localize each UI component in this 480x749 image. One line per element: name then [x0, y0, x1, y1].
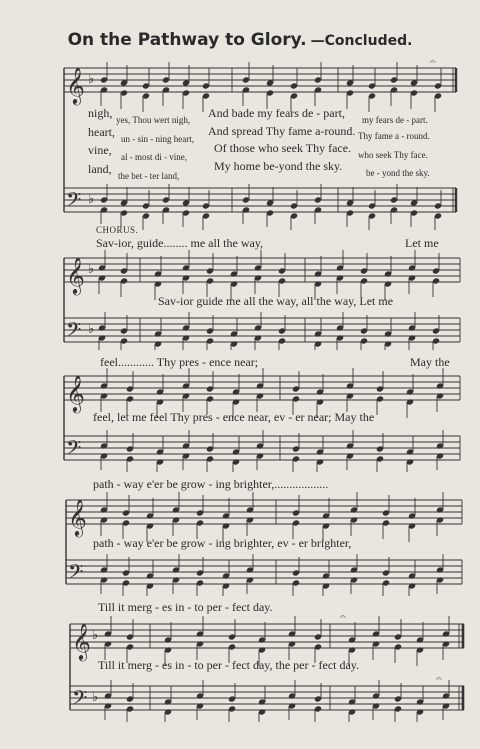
svg-text:♭: ♭	[88, 262, 95, 277]
chorus-s3-upper: path - way e'er be grow - ing brighter,..................	[93, 477, 329, 491]
clefs	[66, 66, 94, 216]
lyric-v4-c: My home be-yond the sky.	[214, 159, 343, 173]
svg-text:𝄐: 𝄐	[340, 614, 346, 623]
lyric-v1-c: And bade my fears de - part,	[208, 106, 345, 120]
svg-text:♭: ♭	[92, 690, 99, 705]
chorus-s4-lower: Till it merg - es in - to per - fect day, the per - fect day.	[98, 658, 360, 672]
svg-text:♭: ♭	[88, 322, 95, 337]
lyric-v1-a: nigh,	[88, 106, 113, 120]
hymn-title	[0, 30, 480, 50]
lyric-v2-a: heart,	[88, 125, 115, 139]
lyric-v1-d: my fears de - part.	[362, 115, 428, 125]
lyric-v2-c: And spread Thy fame a-round.	[208, 124, 356, 138]
title-main: On the Pathway to Glory.	[67, 30, 307, 50]
svg-text:𝄢: 𝄢	[72, 686, 88, 714]
svg-text:𝄞: 𝄞	[66, 374, 85, 412]
lyric-v1-b: yes, Thou wert nigh,	[116, 115, 191, 125]
lyric-v3-a: vine,	[88, 143, 112, 157]
svg-text:𝄢: 𝄢	[68, 560, 84, 588]
svg-text:𝄞: 𝄞	[66, 256, 85, 294]
chorus-label: CHORUS.	[96, 225, 139, 235]
chorus-s2-lower: feel, let me feel Thy pres - ence near, ev - er near; May the	[93, 410, 375, 424]
lyric-v4-b: the bet - ter land,	[118, 171, 180, 181]
chorus-s4-upper: Till it merg - es in - to per - fect day.	[98, 600, 273, 614]
svg-text:𝄞: 𝄞	[72, 622, 91, 660]
chorus-s1-upper-end: Let me	[405, 236, 439, 250]
svg-text:𝄐: 𝄐	[436, 674, 442, 685]
chorus-s1-lower: Sav-ior guide me all the way, all the way, Let me	[158, 294, 394, 308]
svg-text:𝄐: 𝄐	[430, 60, 436, 68]
svg-text:𝄞: 𝄞	[66, 66, 85, 104]
lyric-v3-b: al - most di - vine,	[121, 152, 187, 162]
svg-text:𝄢: 𝄢	[66, 188, 82, 216]
chorus-s2-upper-end: May the	[410, 355, 450, 369]
svg-text:𝄢: 𝄢	[66, 436, 82, 464]
lyric-v3-d: who seek Thy face.	[358, 150, 428, 160]
chorus-s2-upper: feel............ Thy pres - ence near;	[100, 355, 259, 369]
title-sub: —Concluded.	[310, 33, 413, 49]
svg-text:𝄞: 𝄞	[68, 498, 87, 536]
svg-text:♭: ♭	[88, 72, 95, 87]
lyric-v4-d: be - yond the sky.	[366, 168, 430, 178]
lyric-v2-d: Thy fame a - round.	[358, 131, 430, 141]
lyric-v3-c: Of those who seek Thy face.	[214, 141, 352, 155]
chorus-s1-upper: Sav-ior, guide........ me all the way,	[96, 236, 264, 250]
lyric-v2-b: un - sin - ning heart,	[121, 134, 194, 144]
chorus-s3-lower: path - way e'er be grow - ing brighter, ev - er brighter,	[93, 536, 352, 550]
svg-text:𝄢: 𝄢	[66, 318, 82, 346]
svg-text:♭: ♭	[92, 628, 99, 643]
lyric-v4-a: land,	[88, 162, 112, 176]
svg-text:♭: ♭	[88, 192, 95, 207]
